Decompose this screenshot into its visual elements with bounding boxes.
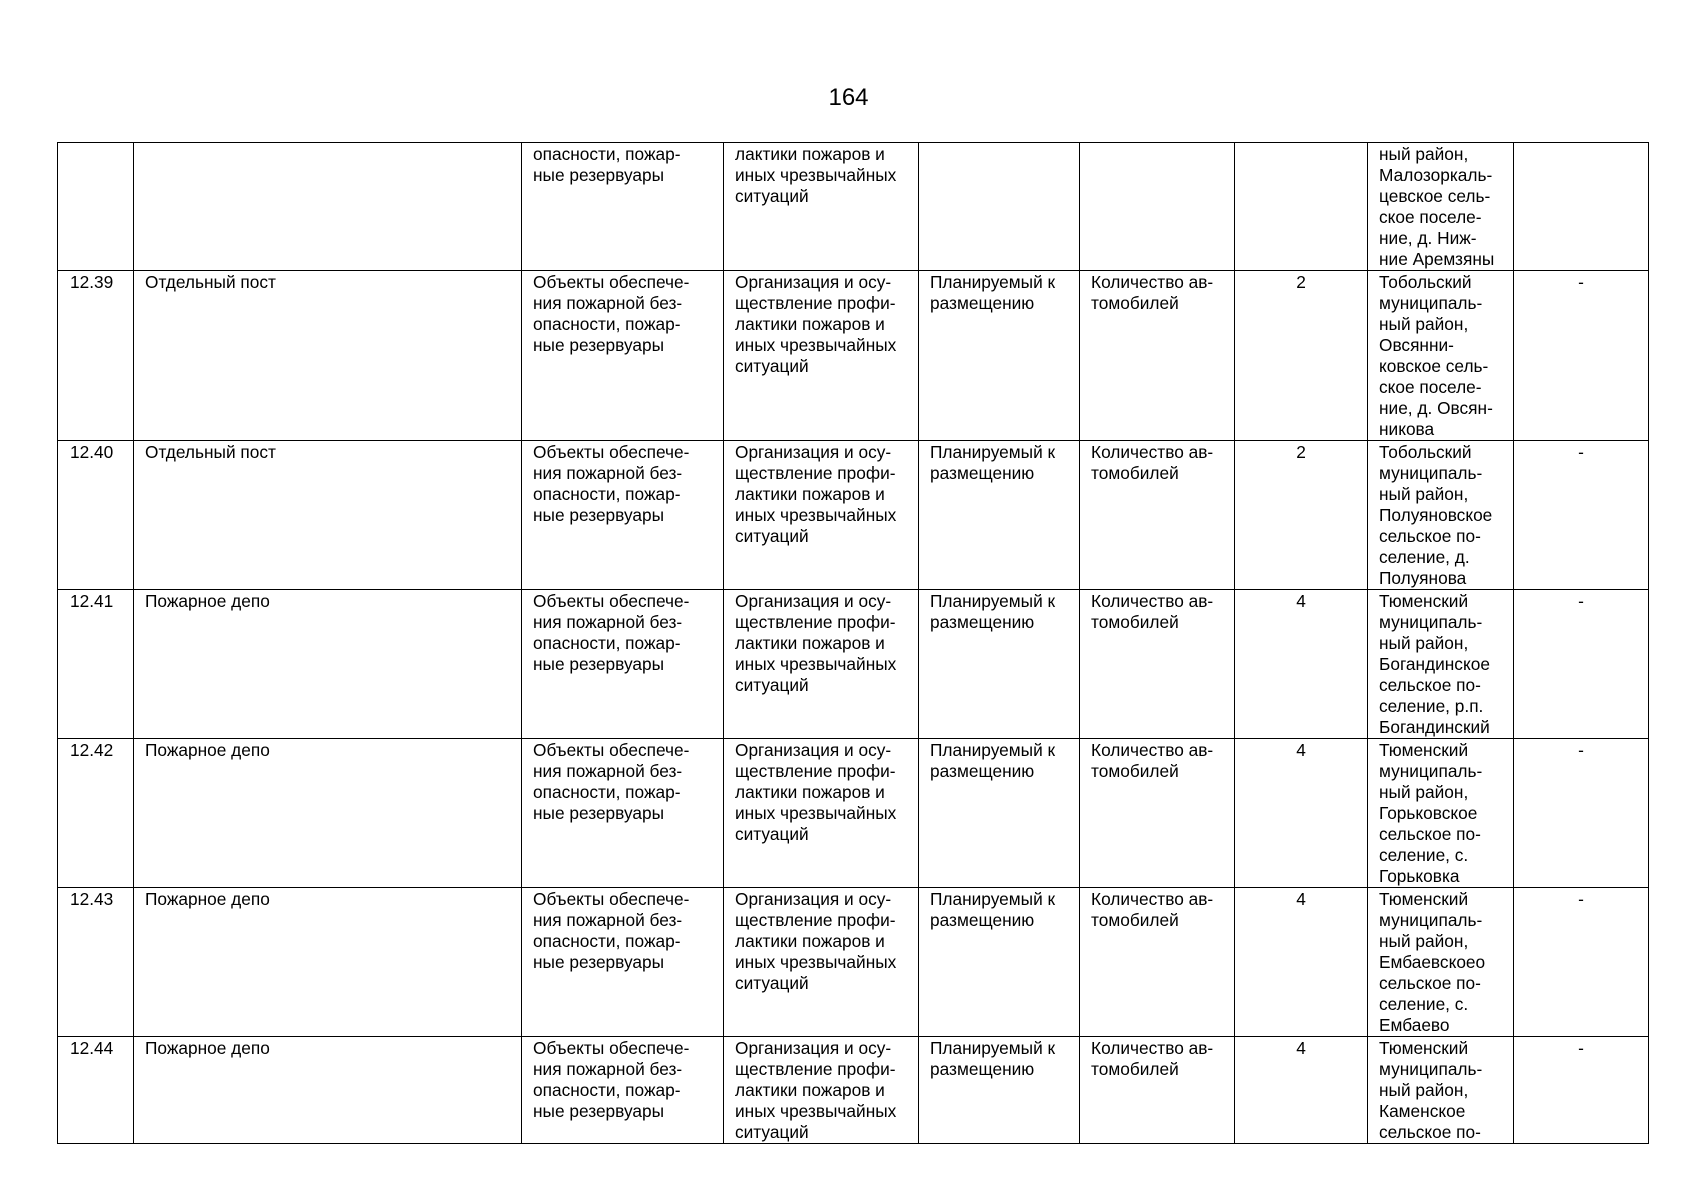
- cell-location: Тюменский муниципаль- ный район, Горьковское сельское по- селение, с. Горьковка: [1368, 739, 1514, 888]
- cell-num: 12.40: [58, 441, 134, 590]
- cell-name: Пожарное депо: [134, 739, 522, 888]
- cell-name: [134, 143, 522, 271]
- cell-characteristic: Количество ав- томобилей: [1080, 1037, 1235, 1144]
- cell-characteristic: Количество ав- томобилей: [1080, 590, 1235, 739]
- cell-purpose: опасности, пожар- ные резервуары: [522, 143, 724, 271]
- cell-status: Планируемый к размещению: [919, 590, 1080, 739]
- cell-note: -: [1514, 590, 1649, 739]
- cell-name: Пожарное депо: [134, 888, 522, 1037]
- cell-purpose: Объекты обеспече- ния пожарной без- опасности, пожар- ные резервуары: [522, 1037, 724, 1144]
- table-row: [58, 441, 1649, 590]
- cell-num: 12.41: [58, 590, 134, 739]
- cell-activity: Организация и осу- ществление профи- лактики пожаров и иных чрезвычайных ситуаций: [724, 590, 919, 739]
- cell-activity: Организация и осу- ществление профи- лактики пожаров и иных чрезвычайных ситуаций: [724, 271, 919, 441]
- cell-purpose: Объекты обеспече- ния пожарной без- опасности, пожар- ные резервуары: [522, 888, 724, 1037]
- cell-characteristic: Количество ав- томобилей: [1080, 271, 1235, 441]
- cell-quantity: 4: [1235, 888, 1368, 1037]
- cell-status: Планируемый к размещению: [919, 739, 1080, 888]
- page-number: 164: [828, 84, 869, 111]
- cell-status: [919, 143, 1080, 271]
- cell-quantity: 4: [1235, 590, 1368, 739]
- cell-purpose: Объекты обеспече- ния пожарной без- опасности, пожар- ные резервуары: [522, 590, 724, 739]
- table-row: [58, 888, 1649, 1037]
- cell-note: -: [1514, 441, 1649, 590]
- cell-status: Планируемый к размещению: [919, 888, 1080, 1037]
- cell-name: Отдельный пост: [134, 271, 522, 441]
- cell-num: 12.44: [58, 1037, 134, 1144]
- cell-characteristic: Количество ав- томобилей: [1080, 739, 1235, 888]
- cell-purpose: Объекты обеспече- ния пожарной без- опасности, пожар- ные резервуары: [522, 739, 724, 888]
- table-row: [58, 590, 1649, 739]
- cell-num: [58, 143, 134, 271]
- cell-activity: Организация и осу- ществление профи- лактики пожаров и иных чрезвычайных ситуаций: [724, 888, 919, 1037]
- cell-quantity: 4: [1235, 1037, 1368, 1144]
- cell-location: ный район, Малозоркаль- цевское сель- ское поселе- ние, д. Ниж- ние Аремзяны: [1368, 143, 1514, 271]
- cell-status: Планируемый к размещению: [919, 1037, 1080, 1144]
- cell-location: Тюменский муниципаль- ный район, Богандинское сельское по- селение, р.п. Богандинский: [1368, 590, 1514, 739]
- cell-num: 12.42: [58, 739, 134, 888]
- table-row: [58, 739, 1649, 888]
- cell-purpose: Объекты обеспече- ния пожарной без- опасности, пожар- ные резервуары: [522, 271, 724, 441]
- cell-characteristic: Количество ав- томобилей: [1080, 441, 1235, 590]
- cell-quantity: 4: [1235, 739, 1368, 888]
- cell-location: Тобольский муниципаль- ный район, Овсянни- ковское сель- ское поселе- ние, д. Овсян- никова: [1368, 271, 1514, 441]
- cell-location: Тюменский муниципаль- ный район, Каменское сельское по-: [1368, 1037, 1514, 1144]
- cell-purpose: Объекты обеспече- ния пожарной без- опасности, пожар- ные резервуары: [522, 441, 724, 590]
- cell-status: Планируемый к размещению: [919, 441, 1080, 590]
- cell-note: -: [1514, 888, 1649, 1037]
- cell-activity: лактики пожаров и иных чрезвычайных ситуаций: [724, 143, 919, 271]
- cell-note: -: [1514, 271, 1649, 441]
- cell-activity: Организация и осу- ществление профи- лактики пожаров и иных чрезвычайных ситуаций: [724, 441, 919, 590]
- cell-name: Отдельный пост: [134, 441, 522, 590]
- table-row-continuation: [58, 143, 1649, 271]
- cell-note: -: [1514, 739, 1649, 888]
- cell-activity: Организация и осу- ществление профи- лактики пожаров и иных чрезвычайных ситуаций: [724, 1037, 919, 1144]
- cell-quantity: 2: [1235, 441, 1368, 590]
- cell-name: Пожарное депо: [134, 590, 522, 739]
- table-row: [58, 1037, 1649, 1144]
- cell-characteristic: Количество ав- томобилей: [1080, 888, 1235, 1037]
- cell-characteristic: [1080, 143, 1235, 271]
- cell-note: -: [1514, 1037, 1649, 1144]
- cell-name: Пожарное депо: [134, 1037, 522, 1144]
- cell-quantity: 2: [1235, 271, 1368, 441]
- cell-num: 12.39: [58, 271, 134, 441]
- cell-note: [1514, 143, 1649, 271]
- cell-num: 12.43: [58, 888, 134, 1037]
- cell-activity: Организация и осу- ществление профи- лактики пожаров и иных чрезвычайных ситуаций: [724, 739, 919, 888]
- objects-table: [57, 142, 1649, 1144]
- table-row: [58, 271, 1649, 441]
- cell-quantity: [1235, 143, 1368, 271]
- cell-status: Планируемый к размещению: [919, 271, 1080, 441]
- cell-location: Тобольский муниципаль- ный район, Полуяновское сельское по- селение, д. Полуянова: [1368, 441, 1514, 590]
- cell-location: Тюменский муниципаль- ный район, Ембаевскоео сельское по- селение, с. Ембаево: [1368, 888, 1514, 1037]
